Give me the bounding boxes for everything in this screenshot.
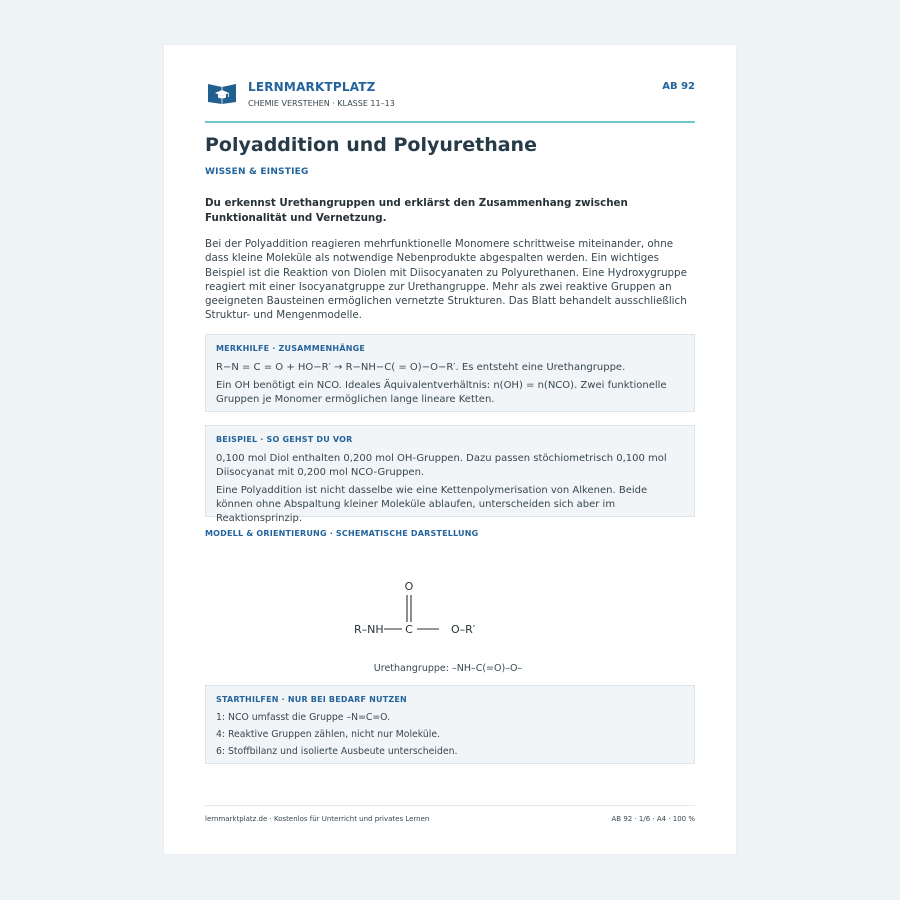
footer-divider: [205, 805, 695, 806]
book-graduation-cap-icon: [207, 81, 237, 105]
page-title: Polyaddition und Polyurethane: [205, 134, 537, 156]
brand-subtitle: CHEMIE VERSTEHEN · KLASSE 11–13: [248, 99, 395, 108]
merkhilfe-ratio: Ein OH benötigt ein NCO. Ideales Äquivalentverhältnis: n(OH) = n(NCO). Zwei funktionelle Gruppen je Monomer ermöglichen lange lineare Ketten.: [216, 380, 667, 405]
left-group-label: R–NH: [354, 623, 384, 636]
header-divider: [205, 121, 695, 123]
right-group-label: O–R′: [451, 623, 476, 636]
brand-name[interactable]: LERNMARKTPLATZ: [248, 80, 376, 94]
sheet-number: AB 92: [662, 81, 695, 92]
merkhilfe-box: [205, 334, 695, 412]
urethane-structure-diagram: [205, 575, 695, 685]
intro-paragraph: Bei der Polyaddition reagieren mehrfunktionelle Monomere schrittweise miteinander, ohne dass kleine Moleküle als notwendige Nebenprodukte abgespalten werden. Ein wichtiges Beispiel ist die Reaktion von Diolen mit Diisocyanaten zu Polyurethanen. Eine Hydroxygruppe reagiert mit einer Isocyanatgruppe zur Urethangruppe. Mehr als zwei reaktive Gruppen an geeigneten Bausteinen ermöglichen vernetzte Strukturen. Das Blatt behandelt ausschließlich Struktur- und Mengenmodelle.: [205, 238, 687, 322]
hint-item: 1: NCO umfasst die Gruppe –N=C=O.: [216, 712, 391, 723]
learning-goal: Du erkennst Urethangruppen und erklärst den Zusammenhang zwischen Funktionalität und Vernetzung.: [205, 197, 628, 224]
carbon-atom-label: C: [405, 623, 413, 636]
model-title: MODELL & ORIENTIERUNG · SCHEMATISCHE DARSTELLUNG: [205, 529, 479, 538]
footer-source[interactable]: lernmarktplatz.de · Kostenlos für Unterricht und privates Lernen: [205, 815, 430, 823]
merkhilfe-equation: R−N = C = O + HO−R′ → R−NH−C( = O)−O−R′. Es entsteht eine Urethangruppe.: [216, 362, 626, 373]
beispiel-note: Eine Polyaddition ist nicht dasselbe wie eine Kettenpolymerisation von Alkenen. Beide können ohne Abspaltung kleiner Moleküle ablaufen, unterscheiden sich aber im Reaktionsprinzip.: [216, 485, 648, 524]
hints-title: STARTHILFEN · NUR BEI BEDARF NUTZEN: [216, 695, 407, 704]
header: [207, 79, 695, 123]
section-kicker: WISSEN & EINSTIEG: [205, 167, 309, 177]
merkhilfe-title: MERKHILFE · ZUSAMMENHÄNGE: [216, 344, 366, 353]
worksheet-page: [164, 45, 736, 854]
beispiel-title: BEISPIEL · SO GEHST DU VOR: [216, 435, 353, 444]
hint-item: 4: Reaktive Gruppen zählen, nicht nur Moleküle.: [216, 729, 441, 740]
hint-item: 6: Stoffbilanz und isolierte Ausbeute unterscheiden.: [216, 746, 458, 757]
structure-caption: Urethangruppe: –NH–C(=O)–O–: [373, 663, 523, 674]
oxygen-atom-label: O: [404, 580, 414, 593]
hints-box: [205, 685, 695, 764]
footer-page-info: AB 92 · 1/6 · A4 · 100 %: [611, 815, 695, 823]
beispiel-calculation: 0,100 mol Diol enthalten 0,200 mol OH-Gruppen. Dazu passen stöchiometrisch 0,100 mol Diisocyanat mit 0,200 mol NCO-Gruppen.: [216, 453, 667, 478]
beispiel-box: [205, 425, 695, 524]
